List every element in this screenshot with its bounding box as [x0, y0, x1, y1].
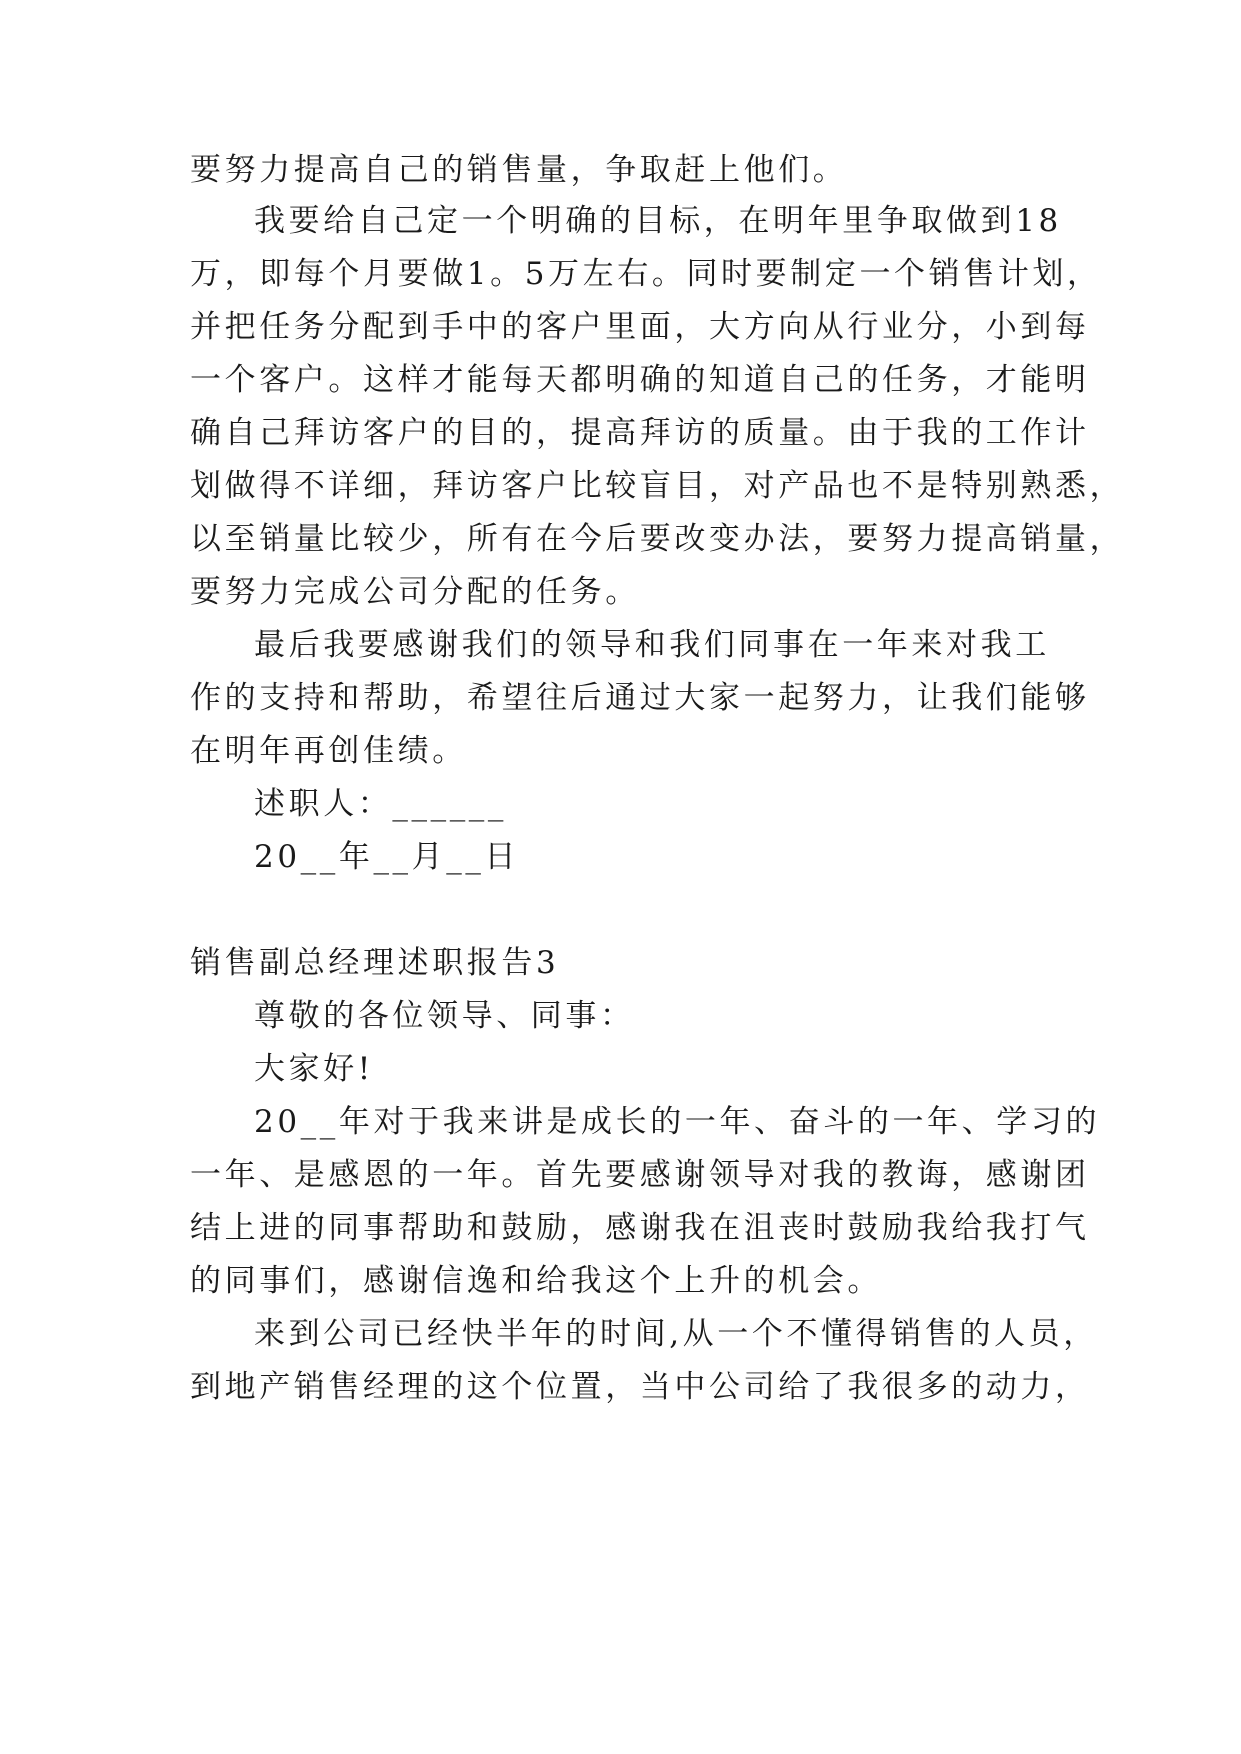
paragraph-line: 以至销量比较少，所有在今后要改变办法，要努力提高销量， [190, 521, 1125, 557]
paragraph-line: 最后我要感谢我们的领导和我们同事在一年来对我工 [254, 627, 1050, 663]
paragraph-line: 来到公司已经快半年的时间,从一个不懂得销售的人员， [254, 1316, 1098, 1352]
paragraph-line: 要努力提高自己的销售量，争取赶上他们。 [190, 152, 848, 188]
section-title: 销售副总经理述职报告3 [190, 945, 560, 981]
paragraph-line: 到地产销售经理的这个位置，当中公司给了我很多的动力， [190, 1369, 1090, 1405]
paragraph-line: 作的支持和帮助，希望往后通过大家一起努力，让我们能够 [190, 680, 1090, 716]
paragraph-line: 我要给自己定一个明确的目标，在明年里争取做到18 [254, 203, 1062, 239]
signature-line: 述职人：______ [254, 786, 507, 822]
paragraph-line: 划做得不详细，拜访客户比较盲目，对产品也不是特别熟悉， [190, 468, 1125, 504]
greeting-line: 大家好! [254, 1051, 374, 1087]
paragraph-line: 结上进的同事帮助和鼓励，感谢我在沮丧时鼓励我给我打气 [190, 1210, 1090, 1246]
paragraph-line: 一个客户。这样才能每天都明确的知道自己的任务，才能明 [190, 362, 1090, 398]
date-line: 20__年__月__日 [254, 839, 520, 875]
paragraph-line: 20__年对于我来讲是成长的一年、奋斗的一年、学习的 [254, 1104, 1101, 1140]
paragraph-line: 万，即每个月要做1。5万左右。同时要制定一个销售计划， [190, 256, 1102, 292]
salutation-line: 尊敬的各位领导、同事： [254, 998, 635, 1034]
paragraph-line: 在明年再创佳绩。 [190, 733, 467, 769]
paragraph-line: 的同事们，感谢信逸和给我这个上升的机会。 [190, 1263, 882, 1299]
paragraph-line: 要努力完成公司分配的任务。 [190, 574, 640, 610]
paragraph-line: 一年、是感恩的一年。首先要感谢领导对我的教诲，感谢团 [190, 1157, 1090, 1193]
paragraph-line: 并把任务分配到手中的客户里面，大方向从行业分，小到每 [190, 309, 1090, 345]
paragraph-line: 确自己拜访客户的目的，提高拜访的质量。由于我的工作计 [190, 415, 1090, 451]
